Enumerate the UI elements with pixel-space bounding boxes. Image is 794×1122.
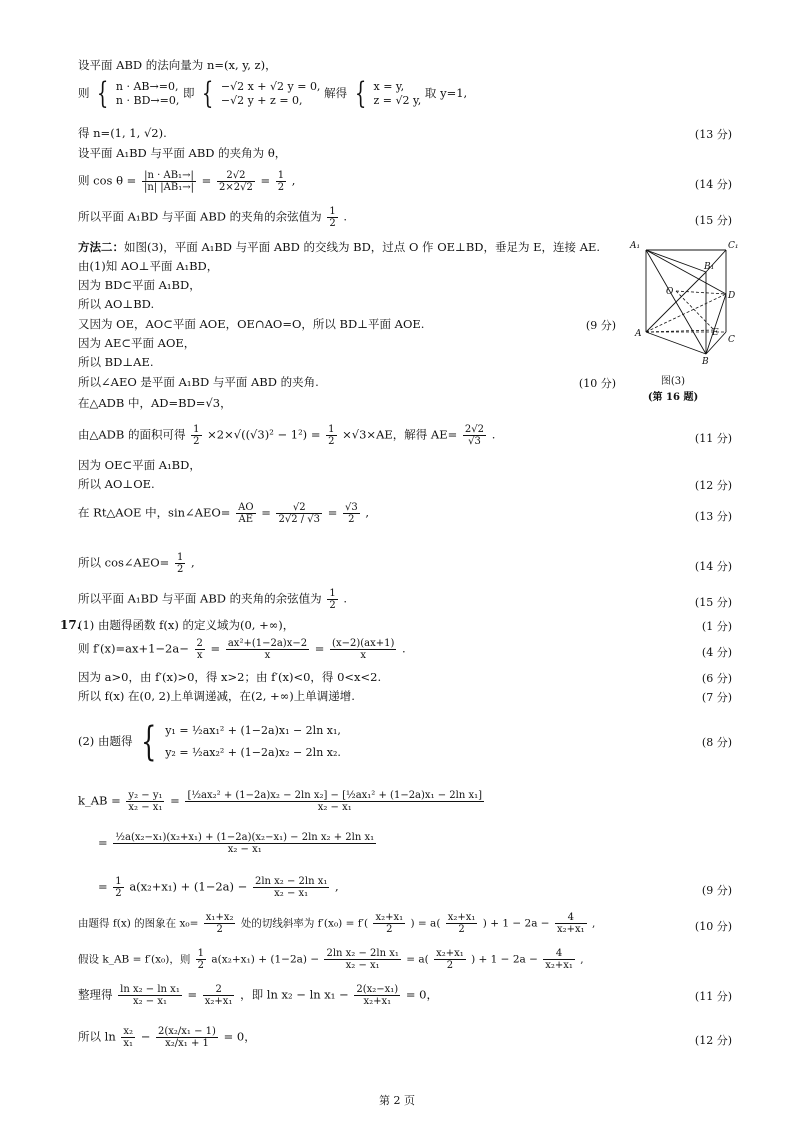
denominator: x₂+x₁	[204, 996, 233, 1007]
text: =	[261, 505, 271, 520]
text: ) + 1 − 2a −	[482, 917, 550, 930]
text-line: 所以 AO⊥OE.	[78, 477, 155, 491]
score: (10 分)	[694, 920, 732, 933]
denominator: x₂ − x₁	[345, 960, 380, 971]
text: =	[98, 879, 108, 894]
fraction	[142, 170, 196, 193]
label-B: B	[702, 357, 709, 367]
formula-line	[78, 170, 295, 193]
formula-line	[78, 790, 486, 813]
text: k_AB =	[78, 793, 121, 808]
text: 所以 ln	[78, 1029, 116, 1044]
fraction	[156, 1026, 218, 1049]
text: 则 cos θ =	[78, 173, 137, 188]
text: =	[314, 641, 325, 656]
text: ,	[365, 505, 370, 520]
text-line: 又因为 OE，AO⊂平面 AOE，OE∩AO=O，所以 BD⊥平面 AOE.	[78, 317, 425, 331]
fraction	[446, 912, 478, 935]
fraction	[463, 424, 486, 447]
denominator: 2	[193, 436, 200, 447]
score: (15 分)	[694, 214, 732, 227]
text: 如图(3)，平面 A₁BD 与平面 ABD 的交线为 BD，过点 O 作 OE⊥BD，垂足为 E，连接 AE.	[124, 240, 601, 254]
formula-line	[78, 638, 406, 661]
score: (10 分)	[578, 377, 616, 390]
text: ×2×√((√3)² − 1²) =	[207, 427, 321, 442]
denominator: x₂+x₁	[556, 924, 585, 935]
numerator: 1	[277, 170, 285, 181]
formula-line	[78, 502, 369, 525]
fraction	[327, 206, 337, 229]
denominator: 2×2√2	[218, 182, 253, 193]
numerator: x₁+x₂	[205, 912, 234, 923]
formula-line	[78, 1026, 256, 1049]
denominator: 2	[386, 924, 393, 935]
label-A: A	[635, 329, 642, 339]
formula-line	[78, 912, 595, 935]
numerator: AO	[238, 502, 254, 513]
eq: n · AB→=0,	[115, 80, 179, 93]
fraction	[203, 984, 235, 1007]
denominator: √3	[468, 436, 481, 447]
denominator: 2	[115, 888, 122, 899]
figure-subcaption: (第 16 题)	[647, 392, 699, 403]
numerator: 1	[176, 552, 184, 563]
figure-caption: 图(3)	[660, 376, 686, 387]
text: ,	[580, 953, 584, 966]
text: ,	[591, 917, 596, 930]
method-heading: 方法二：	[78, 240, 124, 254]
text: =	[327, 505, 338, 520]
eq: −√2 x + √2 y = 0,	[220, 80, 321, 93]
numerator: 1	[197, 948, 205, 959]
formula-line	[78, 424, 495, 447]
text: ,	[335, 879, 339, 894]
eq: z = √2 y,	[373, 94, 422, 107]
denominator: x	[264, 650, 271, 661]
label-O: O	[666, 287, 674, 297]
denominator: 2	[216, 924, 223, 935]
formula-line	[78, 588, 347, 611]
fraction	[226, 638, 309, 661]
numerator: 1	[115, 876, 122, 887]
denominator: x₂ − x₁	[317, 802, 352, 813]
numerator: ln x₂ − ln x₁	[120, 984, 180, 995]
numerator: √3	[345, 502, 358, 513]
fraction	[327, 588, 337, 611]
fraction	[175, 552, 185, 575]
text: =	[201, 173, 212, 188]
text-line: 在△ADB 中，AD=BD=√3，	[78, 396, 232, 410]
score: (13 分)	[694, 510, 732, 523]
numerator: x₂+x₁	[436, 948, 464, 959]
brace: {	[96, 76, 109, 111]
score: (8 分)	[701, 736, 732, 749]
score: (9 分)	[585, 319, 616, 332]
text-line: (1) 由题得函数 f(x) 的定义域为(0, +∞)，	[78, 618, 295, 632]
numerator: y₂ − y₁	[128, 790, 163, 801]
score: (6 分)	[701, 672, 732, 685]
fraction	[373, 912, 405, 935]
score: (12 分)	[694, 479, 732, 492]
brace: {	[354, 76, 367, 111]
numerator: ½a(x₂−x₁)(x₂+x₁) + (1−2a)(x₂−x₁) − 2ln x₂ + 2ln x₁	[115, 832, 375, 843]
formula-line	[78, 984, 438, 1007]
numerator: 2√2	[217, 170, 255, 182]
system	[165, 720, 341, 764]
fraction	[126, 790, 164, 813]
denominator: 2	[329, 218, 336, 229]
fraction	[191, 424, 201, 447]
label-C1: C₁	[728, 241, 739, 251]
denominator: 2	[329, 600, 336, 611]
text: =	[170, 793, 180, 808]
numerator: 2	[203, 984, 235, 996]
label-B1: B₁	[704, 262, 715, 272]
denominator: x₂+x₁	[545, 960, 573, 971]
text-line: 因为 AE⊂平面 AOE，	[78, 336, 196, 350]
text: 由题得 f(x) 的图象在 x₀=	[78, 917, 199, 930]
numerator: 2√2	[464, 424, 485, 435]
text: −	[140, 1029, 151, 1044]
numerator: x₂	[123, 1026, 134, 1037]
text: = 0，	[405, 987, 438, 1002]
text-line: 设平面 ABD 的法向量为 n=(x, y, z)，	[78, 58, 277, 72]
score: (13 分)	[694, 128, 732, 141]
fraction	[324, 948, 400, 971]
numerator: 2ln x₂ − 2ln x₁	[254, 876, 328, 887]
text: 假设 k_AB = f′(x₀)，则	[78, 953, 191, 966]
fraction	[253, 876, 329, 899]
text: 则	[78, 86, 90, 100]
numerator: 1	[328, 424, 335, 435]
formula-line	[98, 876, 339, 899]
denominator: 2	[277, 182, 285, 193]
fraction	[343, 502, 360, 525]
denominator: x₂ − x₁	[274, 888, 309, 899]
denominator: AE	[238, 514, 254, 525]
system	[221, 80, 321, 108]
denominator: 2	[197, 960, 205, 971]
numerator: √2	[276, 502, 322, 514]
text-line: 所以∠AEO 是平面 A₁BD 与平面 ABD 的夹角.	[78, 375, 319, 389]
text: 整理得	[78, 987, 113, 1002]
text-line	[78, 240, 600, 254]
text: 取 y=1,	[424, 86, 468, 100]
fraction	[204, 912, 236, 935]
denominator: x₂ − x₁	[128, 802, 163, 813]
text: ×√3×AE，解得 AE=	[342, 427, 458, 442]
numerator: 4	[543, 948, 575, 960]
system	[374, 80, 422, 108]
text: =	[210, 641, 221, 656]
eq: n · BD→=0,	[115, 94, 180, 107]
numerator: x₂+x₁	[375, 912, 404, 923]
text: ,	[191, 555, 195, 570]
eq: x = y,	[373, 80, 405, 93]
label-C: C	[728, 335, 735, 345]
text-line: 设平面 A₁BD 与平面 ABD 的夹角为 θ，	[78, 146, 287, 160]
text-line: 因为 OE⊂平面 A₁BD，	[78, 458, 201, 472]
score: (4 分)	[701, 646, 732, 659]
text: 所以 cos∠AEO=	[78, 555, 170, 570]
brace: {	[141, 719, 157, 765]
text: ) + 1 − 2a −	[471, 953, 538, 966]
numerator: 2ln x₂ − 2ln x₁	[326, 948, 399, 959]
score: (1 分)	[701, 620, 732, 633]
text: .	[343, 591, 348, 606]
formula-line	[98, 832, 378, 855]
eq: −√2 y + z = 0,	[220, 94, 303, 107]
text: .	[402, 641, 406, 656]
denominator: 2	[348, 514, 355, 525]
denominator: x₂ − x₁	[132, 996, 168, 1007]
formula-line	[78, 552, 195, 575]
text: 解得	[324, 86, 348, 100]
numerator: (x−2)(ax+1)	[332, 638, 395, 649]
eq: y₂ = ½ax₂² + (1−2a)x₂ − 2ln x₂.	[165, 746, 341, 759]
denominator: x₂/x₁ + 1	[165, 1038, 209, 1049]
denominator: x₂ − x₁	[227, 844, 262, 855]
score: (9 分)	[701, 884, 732, 897]
text: 即	[182, 86, 195, 100]
text: 所以平面 A₁BD 与平面 ABD 的夹角的余弦值为	[78, 591, 322, 606]
label-D: D	[728, 291, 736, 301]
text: =	[187, 987, 198, 1002]
numerator: |n · AB₁→|	[142, 170, 196, 182]
text-line: 所以 f(x) 在(0, 2)上单调递减，在(2, +∞)上单调递增.	[78, 689, 355, 703]
numerator: 2	[196, 638, 203, 649]
text-line: 所以 AO⊥BD.	[78, 297, 155, 311]
text: ) = a(	[410, 917, 441, 930]
fraction	[543, 948, 575, 971]
denominator: x₂+x₁	[363, 996, 392, 1007]
eq: y₁ = ½ax₁² + (1−2a)x₁ − 2ln x₁,	[165, 724, 341, 737]
score: (15 分)	[694, 596, 732, 609]
fraction	[354, 984, 400, 1007]
numerator: x₂+x₁	[447, 912, 476, 923]
score: (11 分)	[694, 432, 732, 445]
fraction	[118, 984, 182, 1007]
formula-line	[78, 948, 584, 971]
score: (12 分)	[694, 1034, 732, 1047]
fraction	[121, 1026, 135, 1049]
fraction	[555, 912, 587, 935]
score: (11 分)	[694, 990, 732, 1003]
formula-line	[78, 206, 347, 229]
text-line: 因为 a>0，由 f′(x)>0，得 x>2；由 f′(x)<0，得 0<x<2.	[78, 670, 382, 684]
question-number: 17.	[60, 618, 81, 632]
equation-system-line	[78, 720, 341, 764]
fraction	[196, 948, 206, 971]
text: 则 f′(x)=ax+1−2a−	[78, 641, 189, 656]
fraction	[113, 832, 376, 855]
numerator: 2(x₂−x₁)	[356, 984, 399, 995]
fraction	[113, 876, 123, 899]
text: a(x₂+x₁) + (1−2a) −	[129, 879, 248, 894]
score: (7 分)	[701, 691, 732, 704]
equation-system-line	[78, 76, 468, 111]
numerator: 1	[329, 588, 336, 599]
numerator: 1	[329, 206, 336, 217]
text: .	[343, 209, 348, 224]
numerator: [½ax₂² + (1−2a)x₂ − 2ln x₂] − [½ax₁² + (1−2a)x₁ − 2ln x₁]	[187, 790, 483, 801]
label-E: E	[712, 328, 719, 338]
text: = a(	[406, 953, 429, 966]
text-line: 得 n=(1, 1, √2).	[78, 126, 167, 140]
denominator: 2	[446, 960, 454, 971]
text: 处的切线斜率为 f′(x₀) = f′(	[240, 917, 369, 930]
denominator: 2	[328, 436, 335, 447]
denominator: |n| |AB₁→|	[143, 182, 195, 193]
text: 所以平面 A₁BD 与平面 ABD 的夹角的余弦值为	[78, 209, 322, 224]
text: 由△ADB 的面积可得	[78, 427, 186, 442]
numerator: 4	[555, 912, 587, 924]
numerator: 1	[193, 424, 200, 435]
label-A1: A₁	[630, 241, 641, 251]
fraction	[236, 502, 255, 525]
text: =	[98, 835, 108, 850]
fraction	[195, 638, 205, 661]
fraction	[185, 790, 484, 813]
brace: {	[201, 76, 214, 111]
text: 在 Rt△AOE 中，sin∠AEO=	[78, 505, 231, 520]
fraction	[217, 170, 255, 193]
score: (14 分)	[694, 560, 732, 573]
text-line: 所以 BD⊥AE.	[78, 355, 154, 369]
system	[116, 80, 179, 108]
text: = 0，	[223, 1029, 256, 1044]
numerator: ax²+(1−2a)x−2	[227, 638, 308, 649]
denominator: 2√2 / √3	[278, 514, 321, 525]
fraction	[276, 502, 322, 525]
text: a(x₂+x₁) + (1−2a) −	[211, 953, 320, 966]
page-number: 第 2 页	[379, 1094, 415, 1107]
score: (14 分)	[694, 178, 732, 191]
text: (2) 由题得	[78, 734, 133, 748]
text: ,	[291, 173, 296, 188]
fraction	[276, 170, 286, 193]
denominator: x₁	[123, 1038, 134, 1049]
fraction	[330, 638, 396, 661]
denominator: 2	[458, 924, 465, 935]
denominator: x	[196, 650, 203, 661]
text: ，即 ln x₂ − ln x₁ −	[240, 987, 349, 1002]
numerator: 2(x₂/x₁ − 1)	[158, 1026, 216, 1037]
denominator: x	[360, 650, 367, 661]
text: =	[260, 173, 271, 188]
fraction	[326, 424, 336, 447]
text: .	[491, 427, 496, 442]
text-line: 因为 BD⊂平面 A₁BD，	[78, 278, 201, 292]
text-line: 由(1)知 AO⊥平面 A₁BD，	[78, 259, 219, 273]
fraction	[434, 948, 466, 971]
denominator: 2	[176, 564, 184, 575]
